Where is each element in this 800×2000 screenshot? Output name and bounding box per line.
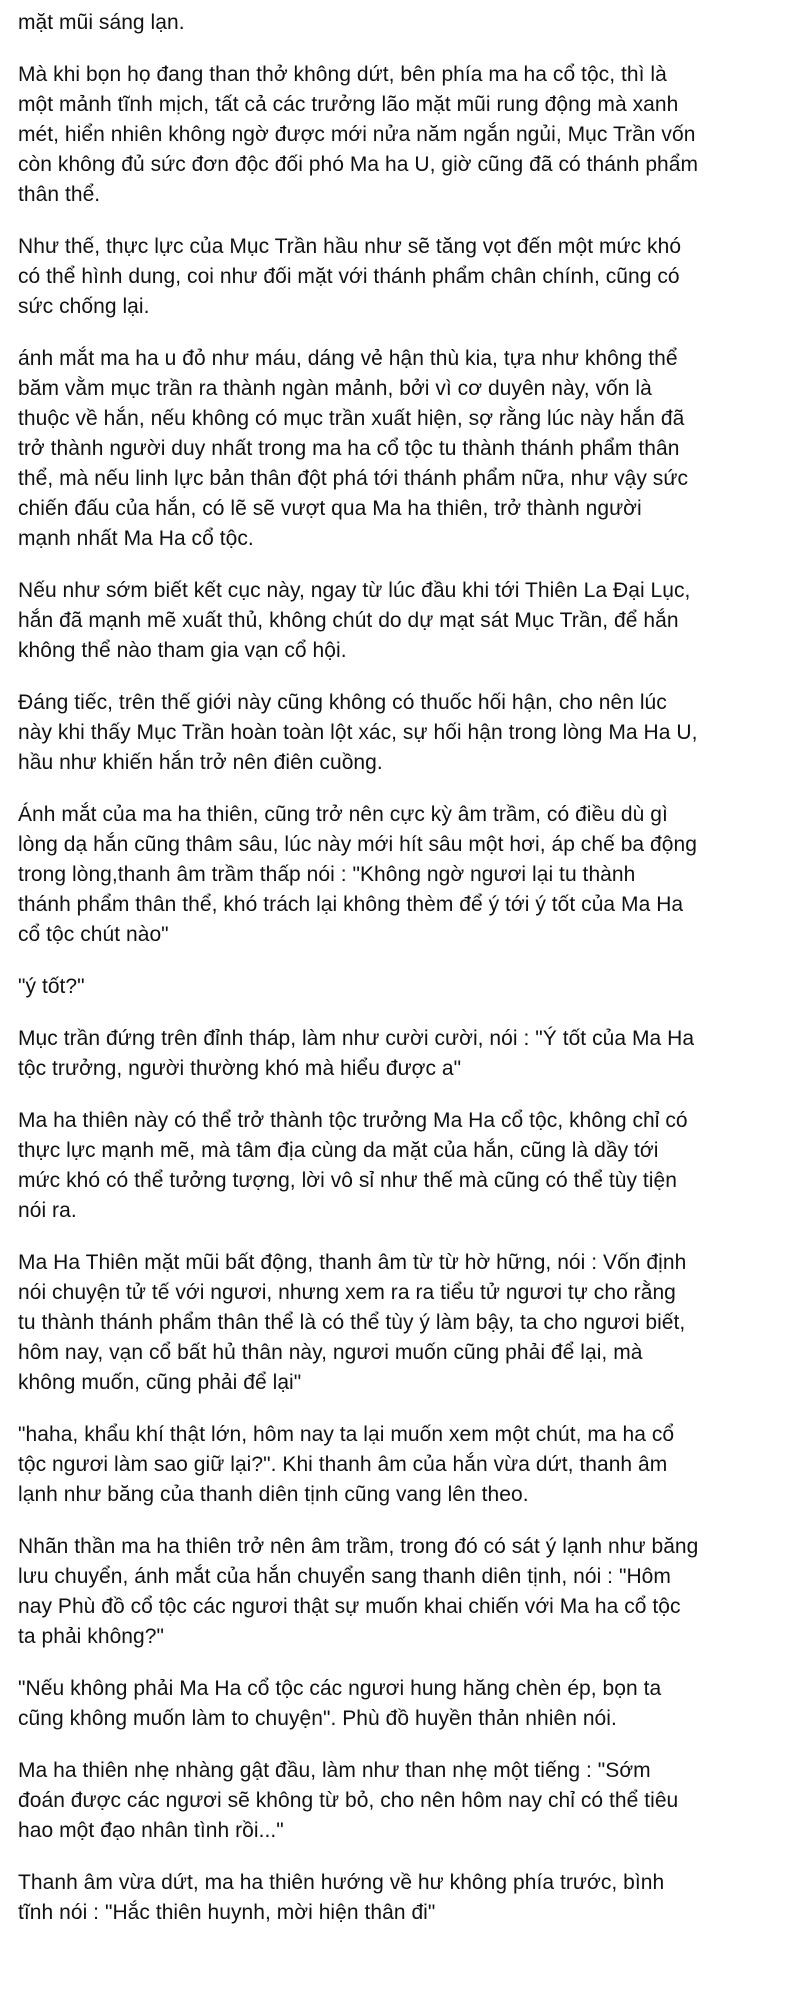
paragraph: mặt mũi sáng lạn. — [18, 11, 185, 34]
paragraph: Nhãn thần ma ha thiên trở nên âm trầm, trong đó có sát ý lạnh như băng lưu chuyển, ánh mắt của hắn chuyển sang thanh diên tịnh, nói : "Hôm nay Phù đồ cổ tộc các ngươi thật sự muốn khai chiến với Ma ha cổ tộc ta phải không?" — [18, 1535, 699, 1648]
paragraph: Mà khi bọn họ đang than thở không dứt, bên phía ma ha cổ tộc, thì là một mảnh tĩnh mịch, tất cả các trưởng lão mặt mũi rung động mà xanh mét, hiển nhiên không ngờ được mới nửa năm ngắn ngủi, Mục Trần vốn còn không đủ sức đơn độc đối phó Ma ha U, giờ cũng đã có thánh phẩm thân thể. — [18, 63, 699, 206]
paragraph: ánh mắt ma ha u đỏ như máu, dáng vẻ hận thù kia, tựa như không thể băm vằm mục trần ra thành ngàn mảnh, bởi vì cơ duyên này, vốn là thuộc về hắn, nếu không có mục trần xuất hiện, sợ rằng lúc này hắn đã trở thành người duy nhất trong ma ha cổ tộc tu thành thánh phẩm thân thể, mà nếu linh lực bản thân đột phá tới thánh phẩm nữa, như vậy sức chiến đấu của hắn, có lẽ sẽ vượt qua Ma ha thiên, trở thành người mạnh nhất Ma Ha cổ tộc. — [18, 347, 689, 550]
paragraph: Ma ha thiên này có thể trở thành tộc trưởng Ma Ha cổ tộc, không chỉ có thực lực mạnh mẽ, mà tâm địa cùng da mặt của hắn, cũng là dầy tới mức khó có thể tưởng tượng, lời vô sỉ như thế mà cũng có thể tùy tiện nói ra. — [18, 1109, 688, 1222]
paragraph: Đáng tiếc, trên thế giới này cũng không có thuốc hối hận, cho nên lúc này khi thấy Mục Trần hoàn toàn lột xác, sự hối hận trong lòng Ma Ha U, hầu như khiến hắn trở nên điên cuồng. — [18, 691, 698, 774]
paragraph: Mục trần đứng trên đỉnh tháp, làm như cười cười, nói : "Ý tốt của Ma Ha tộc trưởng, người thường khó mà hiểu được a" — [18, 1027, 695, 1080]
paragraph: Ánh mắt của ma ha thiên, cũng trở nên cực kỳ âm trầm, có điều dù gì lòng dạ hắn cũng thâm sâu, lúc này mới hít sâu một hơi, áp chế ba động trong lòng,thanh âm trầm thấp nói : "Không ngờ ngươi lại tu thành thánh phẩm thân thể, khó trách lại không thèm để ý tới ý tốt của Ma Ha cổ tộc chút nào" — [18, 803, 697, 946]
paragraph: "ý tốt?" — [18, 975, 85, 998]
paragraph: "haha, khẩu khí thật lớn, hôm nay ta lại muốn xem một chút, ma ha cổ tộc ngươi làm sao giữ lại?". Khi thanh âm của hắn vừa dứt, thanh âm lạnh như băng của thanh diên tịnh cũng vang lên theo. — [18, 1423, 675, 1506]
paragraph: Ma ha thiên nhẹ nhàng gật đầu, làm như than nhẹ một tiếng : "Sớm đoán được các ngươi sẽ không từ bỏ, cho nên hôm nay chỉ có thể tiêu hao một đạo nhân tình rồi..." — [18, 1759, 679, 1842]
paragraph: "Nếu không phải Ma Ha cổ tộc các ngươi hung hăng chèn ép, bọn ta cũng không muốn làm to chuyện". Phù đồ huyền thản nhiên nói. — [18, 1677, 662, 1730]
paragraph: Ma Ha Thiên mặt mũi bất động, thanh âm từ từ hờ hững, nói : Vốn định nói chuyện tử tế với ngươi, nhưng xem ra ra tiểu tử ngươi tự cho rằng tu thành thánh phẩm thân thể là có thể tùy ý làm bậy, ta cho ngươi biết, hôm nay, vạn cổ bất hủ thân này, ngươi muốn cũng phải để lại, mà không muốn, cũng phải để lại" — [18, 1251, 687, 1394]
paragraph: Thanh âm vừa dứt, ma ha thiên hướng về hư không phía trước, bình tĩnh nói : "Hắc thiên huynh, mời hiện thân đi" — [18, 1871, 665, 1924]
paragraph: Nếu như sớm biết kết cục này, ngay từ lúc đầu khi tới Thiên La Đại Lục, hắn đã mạnh mẽ xuất thủ, không chút do dự mạt sát Mục Trần, để hắn không thể nào tham gia vạn cổ hội. — [18, 579, 691, 662]
paragraph: Như thế, thực lực của Mục Trần hầu như sẽ tăng vọt đến một mức khó có thể hình dung, coi như đối mặt với thánh phẩm chân chính, cũng có sức chống lại. — [18, 235, 682, 318]
story-text — [18, 8, 778, 1928]
